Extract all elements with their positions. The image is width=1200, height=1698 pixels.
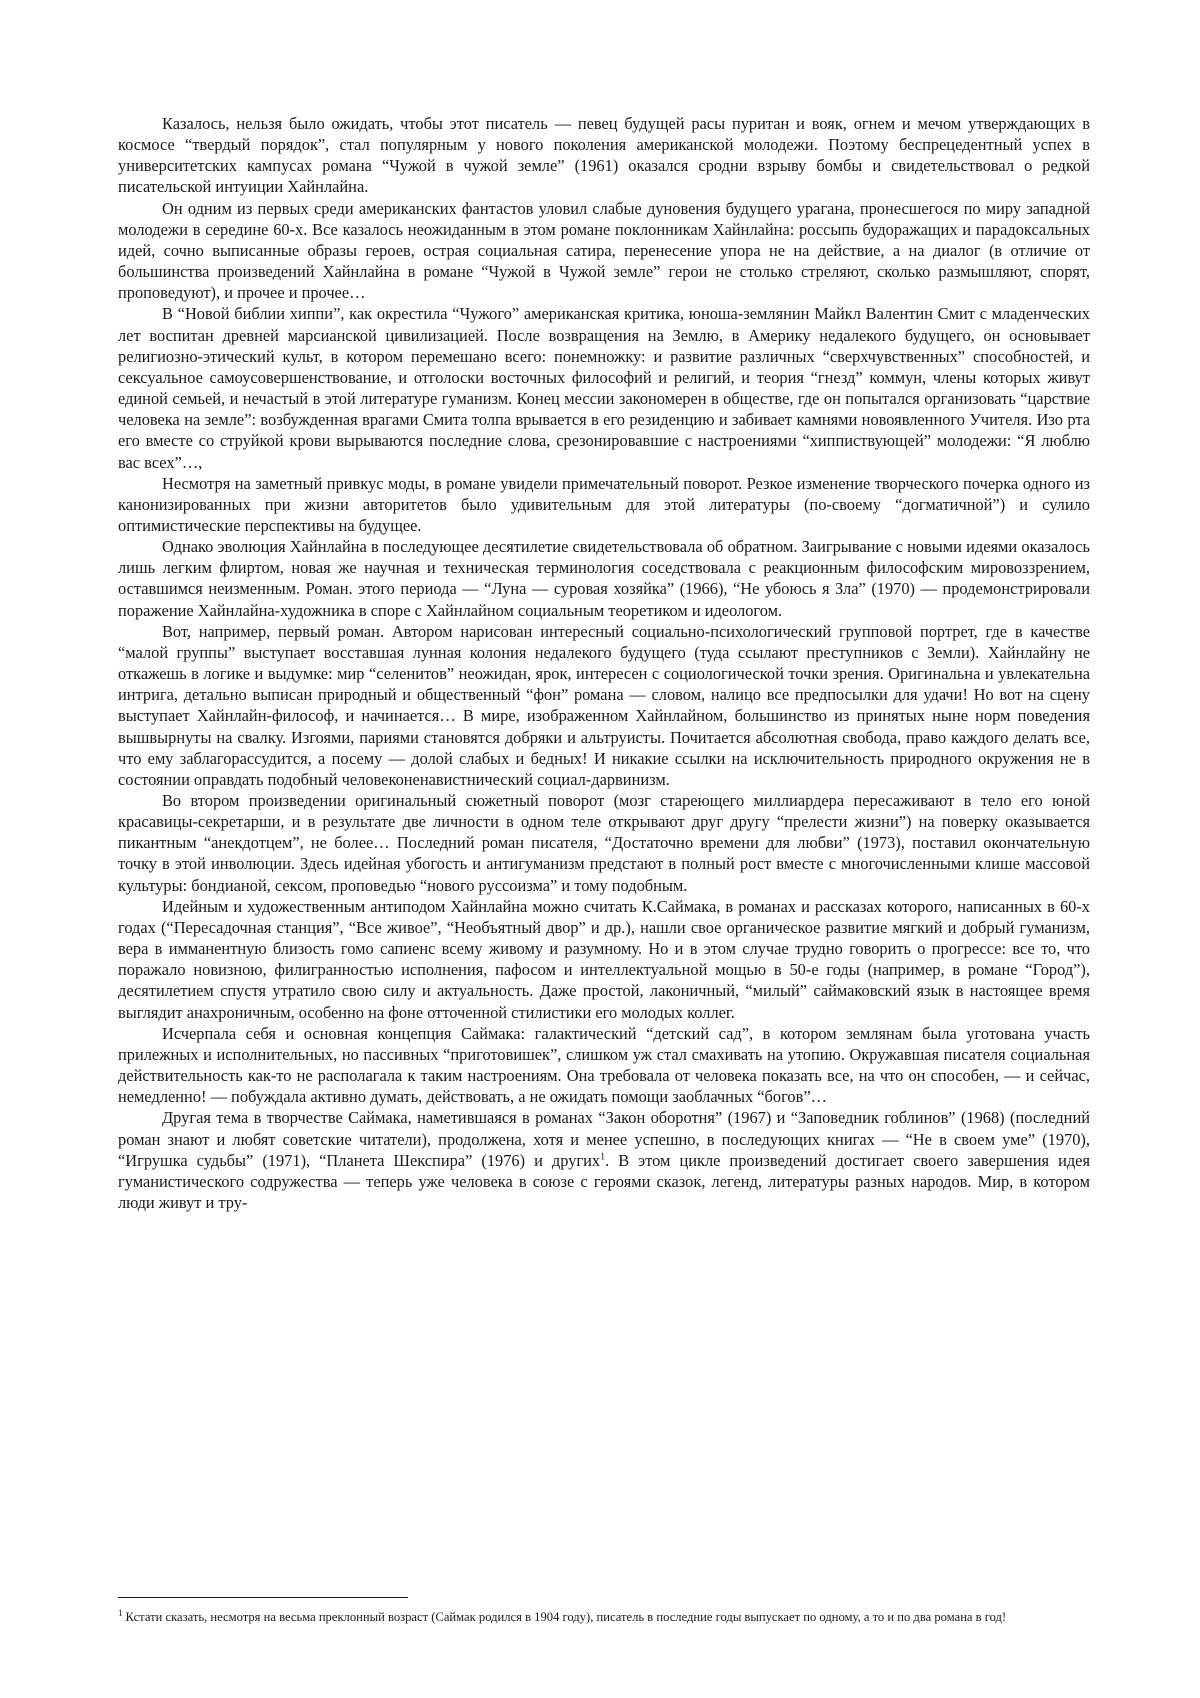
footnote-mark: 1 bbox=[118, 1607, 123, 1618]
paragraph: Однако эволюция Хайнлайна в последующее десятилетие свидетельствовала об обратном. Заигрывание с новыми идеями оказалось лишь легким флиртом, новая же научная и техническая терминология соседствовала с реакционным философским мировоззрением, оставшимся неизменным. Роман. этого периода — “Луна — суровая хозяйка” (1966), “Не убоюсь я Зла” (1970) — продемонстрировали поражение Хайнлайна-художника в споре с Хайнлайном социальным теоретиком и идеологом. bbox=[118, 537, 1090, 620]
paragraph-with-footnote bbox=[118, 1107, 1090, 1213]
paragraph: Идейным и художественным антиподом Хайнлайна можно считать К.Саймака, в романах и рассказах которого, написанных в 60-х годах (“Пересадочная станция”, “Все живое”, “Необъятный двор” и др.), нашли свое органическое развитие мягкий и добрый гуманизм, вера в имманентную близость гомо сапиенс всему живому и разумному. Но и в этом случае трудно говорить о прогрессе: все то, что поражало новизною, филигранностью исполнения, пафосом и интеллектуальной мощью в 50-е годы (например, в романе “Город”), десятилетием спустя утратило свою силу и актуальность. Даже простой, лаконичный, “милый” саймаковский язык в настоящее время выглядит анахроничным, особенно на фоне отточенной стилистики его молодых коллег. bbox=[118, 896, 1090, 1022]
footnote-text: Кстати сказать, несмотря на весьма преклонный возраст (Саймак родился в 1904 году), писатель в последние годы выпускает по одному, а то и по два романа в год! bbox=[125, 1610, 1007, 1624]
paragraph: Исчерпала себя и основная концепция Саймака: галактический “детский сад”, в котором землянам была уготована участь прилежных и исполнительных, но пассивных “приготовишек”, слишком уж стал смахивать на утопию. Окружавшая писателя социальная действительность как-то не располагала к таким настроениям. Она требовала от человека показать все, на что он способен, — и сейчас, немедленно! — побуждала активно думать, действовать, а не ожидать помощи заоблачных “богов”… bbox=[118, 1023, 1090, 1107]
paragraph-text: Другая тема в творчестве Саймака, наметившаяся в романах “Закон оборотня” (1967) и “Заповедник гоблинов” (1968) (последний роман знают и любят советские читатели), продолжена, хотя и менее успешно, в последующих книгах — “Не в своем уме” (1970), “Игрушка судьбы” (1971), “Планета Шекспира” (1976) и других bbox=[118, 1108, 1090, 1170]
footnote-separator bbox=[118, 1597, 408, 1598]
footnote bbox=[118, 1608, 1090, 1626]
paragraph: Вот, например, первый роман. Автором нарисован интересный социально-психологический групповой портрет, где в качестве “малой группы” выступает восставшая лунная колония недалекого будущего (туда ссылают преступников с Земли). Хайнлайну не откажешь в логике и выдумке: мир “селенитов” неожидан, ярок, интересен с социологической точки зрения. Оригинальна и увлекательна интрига, детально выписан природный и общественный “фон” романа — словом, налицо все предпосылки для удачи! Но вот на сцену выступает Хайнлайн-философ, и начинается… В мире, изображенном Хайнлайном, большинство из принятых ныне норм поведения вышвырнуты на свалку. Изгоями, париями становятся добряки и альтруисты. Почитается абсолютная свобода, право каждого делать все, что ему заблагорассудится, а посему — долой слабых и бедных! И никакие ссылки на исключительность природного окружения не в состоянии оправдать подобный человеконенавистнический социал-дарвинизм. bbox=[118, 621, 1090, 789]
paragraph: Во втором произведении оригинальный сюжетный поворот (мозг стареющего миллиардера пересаживают в тело его юной красавицы-секретарши, и в результате две личности в одном теле открывают друг другу “прелести жизни”) на поверку оказывается пикантным “анекдотцем”, не более… Последний роман писателя, “Достаточно времени для любви” (1973), поставил окончательную точку в этой инволюции. Здесь идейная убогость и антигуманизм предстают в полный рост вместе с многочисленными клише массовой культуры: бондианой, сексом, проповедью “нового руссоизма” и тому подобным. bbox=[118, 791, 1090, 895]
footnote-reference[interactable]: 1 bbox=[600, 1151, 606, 1163]
paragraph: Несмотря на заметный привкус моды, в романе увидели примечательный поворот. Резкое изменение творческого почерка одного из канонизированных при жизни авторитетов было удивительным для этой литературы (по-своему “догматичной”) и сулило оптимистические перспективы на будущее. bbox=[118, 473, 1090, 535]
paragraph: В “Новой библии хиппи”, как окрестила “Чужого” американская критика, юноша-землянин Майкл Валентин Смит с младенческих лет воспитан древней марсианской цивилизацией. После возвращения на Землю, в Америку недалекого будущего, он основывает религиозно-этический культ, в котором перемешано всего: понемножку: и развитие различных “сверхчувственных” способностей, и сексуальное самоусовершенствование, и отголоски восточных философий и религий, и теория “гнезд” коммун, члены которых живут единой семьей, и нечастый в этой литературе гуманизм. Конец мессии закономерен в обществе, где он попытался организовать “царствие человека на земле”: возбужденная врагами Смита толпа врывается в его резиденцию и забивает камнями новоявленного Учителя. Изо рта его вместе со струйкой крови вырываются последние слова, срезонировавшие с настроениями “хиппиствующей” молодежи: “Я люблю вас всех”…, bbox=[118, 304, 1090, 472]
paragraph-text-tail: . В этом цикле произведений достигает своего завершения идея гуманистического содружества — теперь уже человека в союзе с героями сказок, легенд, литературы разных народов. Мир, в котором люди живут и тру- bbox=[118, 1150, 1091, 1212]
paragraph: Казалось, нельзя было ожидать, чтобы этот писатель — певец будущей расы пуритан и вояк, огнем и мечом утверждающих в космосе “твердый порядок”, стал популярным у нового поколения американской молодежи. Поэтому беспрецедентный успех в университетских кампусах романа “Чужой в чужой земле” (1961) оказался сродни взрыву бомбы и свидетельствовал о редкой писательской интуиции Хайнлайна. bbox=[118, 114, 1090, 197]
article-text bbox=[118, 113, 1090, 1213]
paragraph: Он одним из первых среди американских фантастов уловил слабые дуновения будущего урагана, пронесшегося по миру западной молодежи в середине 60-х. Все казалось неожиданным в этом романе поклонникам Хайнлайна: россыпь будоражащих и парадоксальных идей, сочно выписанные образы героев, острая социальная сатира, перенесение упора не на действие, а на диалог (в отличие от большинства произведений Хайнлайна в романе “Чужой в Чужой земле” герои не столько стреляют, сколько размышляют, спорят, проповедуют), и прочее и прочее… bbox=[118, 198, 1090, 303]
